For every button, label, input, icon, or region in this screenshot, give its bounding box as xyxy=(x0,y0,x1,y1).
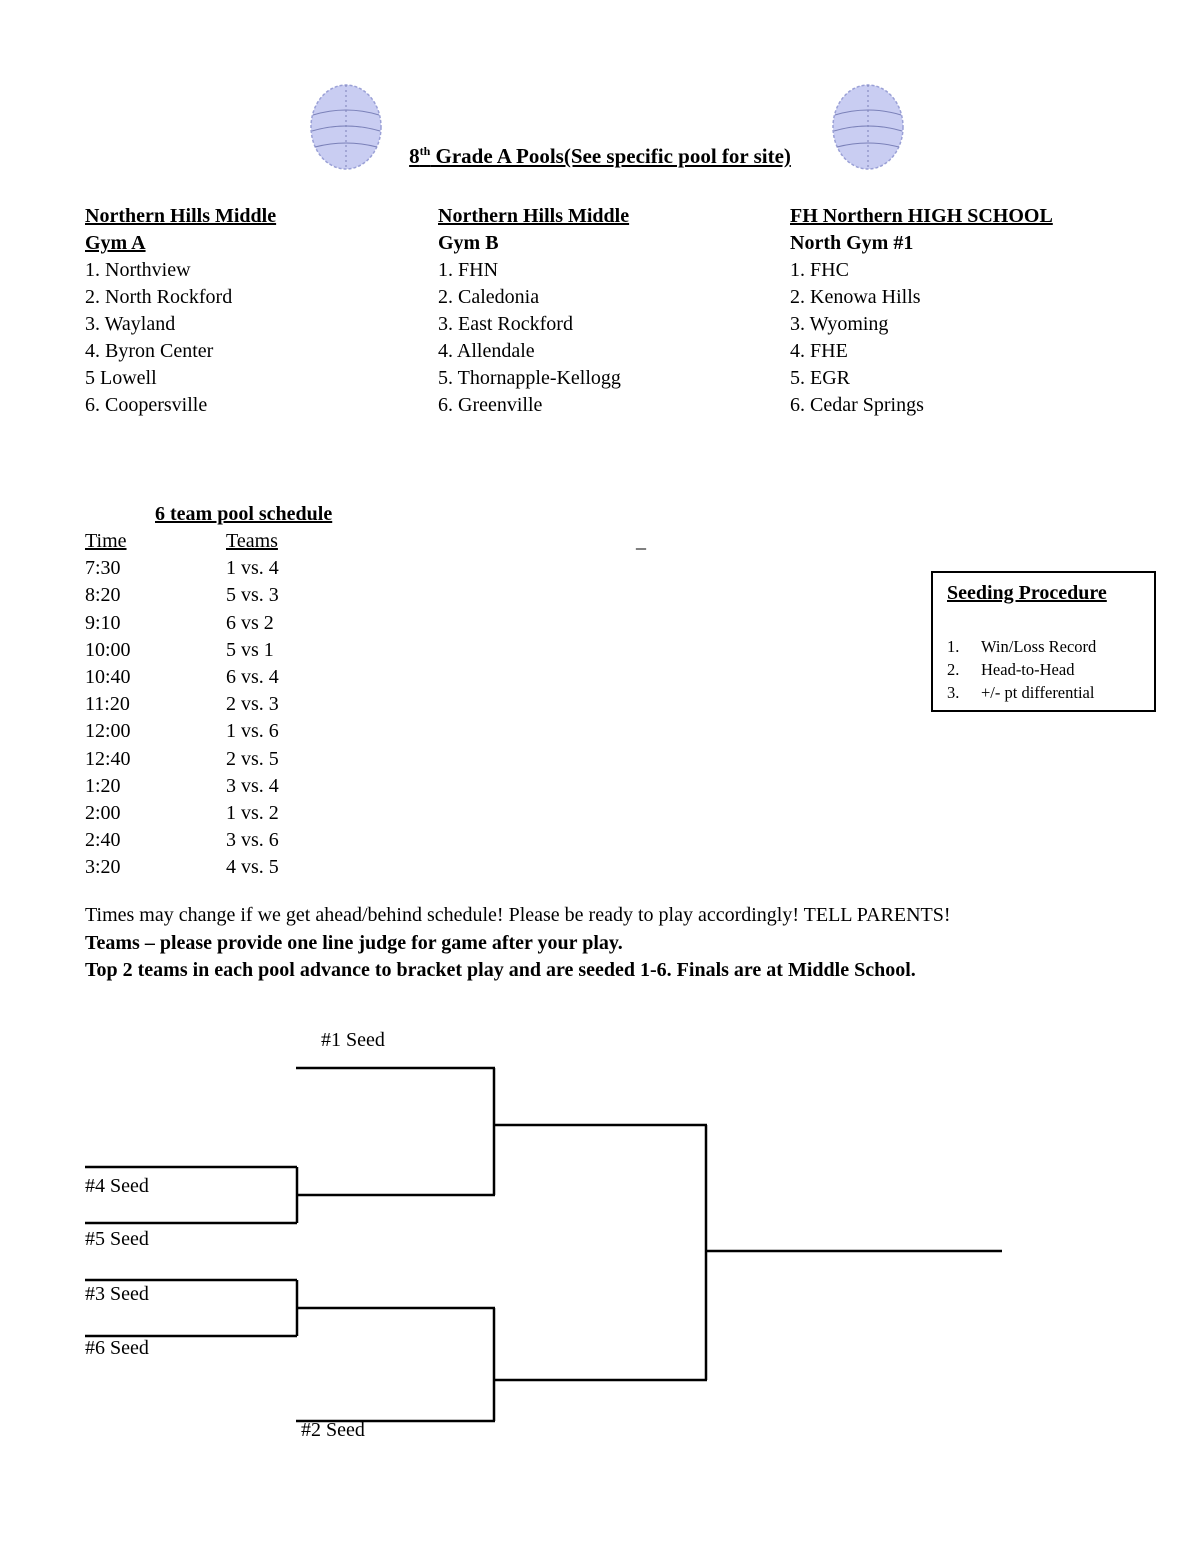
pool-team: 4. Byron Center xyxy=(85,340,214,362)
pool-team: 5 Lowell xyxy=(85,367,157,389)
schedule-row: 7:30 1 vs. 4 xyxy=(85,557,279,580)
pool-site: FH Northern HIGH SCHOOL xyxy=(790,205,1053,227)
seeding-title: Seeding Procedure xyxy=(947,582,1107,604)
bracket-seed-5: #5 Seed xyxy=(85,1228,149,1250)
pool-team: 2. Kenowa Hills xyxy=(790,286,921,308)
pool-team: 6. Coopersville xyxy=(85,394,208,416)
bracket-seed-3: #3 Seed xyxy=(85,1283,149,1305)
pool-team: 1. FHN xyxy=(438,259,499,281)
pool-team: 2. North Rockford xyxy=(85,286,233,308)
seeding-item: 2. Head-to-Head xyxy=(947,660,1075,679)
schedule-row: 12:40 2 vs. 5 xyxy=(85,747,279,770)
schedule-row: 12:00 1 vs. 6 xyxy=(85,720,279,743)
seeding-item: 3. +/- pt differential xyxy=(947,683,1095,702)
time-column-header: Time xyxy=(85,530,127,552)
pool-team: 2. Caledonia xyxy=(438,286,540,308)
pool-team: 3. Wyoming xyxy=(790,313,889,335)
bracket-seed-4: #4 Seed xyxy=(85,1175,149,1197)
pool-team: 3. East Rockford xyxy=(438,313,573,335)
note-line-judge: Teams – please provide one line judge for game after your play. xyxy=(85,931,623,954)
pool-gym: North Gym #1 xyxy=(790,232,914,254)
schedule-row: 10:40 6 vs. 4 xyxy=(85,666,279,689)
schedule-row: 9:10 6 vs 2 xyxy=(85,611,274,634)
bracket-seed-1: #1 Seed xyxy=(321,1029,385,1051)
schedule-row: 8:20 5 vs. 3 xyxy=(85,584,279,607)
schedule-row: 11:20 2 vs. 3 xyxy=(85,693,279,716)
schedule-row: 2:00 1 vs. 2 xyxy=(85,802,279,825)
note-schedule-change: Times may change if we get ahead/behind schedule! Please be ready to play accordingly! TELL PARENTS! xyxy=(85,904,951,926)
pool-team: 1. Northview xyxy=(85,259,191,281)
pool-team: 3. Wayland xyxy=(85,313,176,335)
schedule-title: 6 team pool schedule xyxy=(155,503,333,525)
schedule-row: 1:20 3 vs. 4 xyxy=(85,774,279,797)
pool-team: 4. FHE xyxy=(790,340,848,362)
note-advance: Top 2 teams in each pool advance to bracket play and are seeded 1-6. Finals are at Middle School. xyxy=(85,959,916,981)
bracket-seed-6: #6 Seed xyxy=(85,1337,149,1359)
page-title: 8th Grade A Pools(See specific pool for site) xyxy=(409,144,791,168)
pool-site: Northern Hills Middle xyxy=(438,205,630,227)
teams-column-header: Teams xyxy=(226,530,278,552)
seeding-item: 1. Win/Loss Record xyxy=(947,637,1097,656)
pool-team: 1. FHC xyxy=(790,259,849,281)
stray-mark: _ xyxy=(636,530,646,552)
pool-gym: Gym B xyxy=(438,232,499,254)
pool-site: Northern Hills Middle xyxy=(85,205,277,227)
pool-team: 6. Cedar Springs xyxy=(790,394,924,416)
pool-team: 5. EGR xyxy=(790,367,850,389)
pool-team: 6. Greenville xyxy=(438,394,543,416)
schedule-row: 3:20 4 vs. 5 xyxy=(85,856,279,879)
pool-gym: Gym A xyxy=(85,232,146,254)
schedule-row: 2:40 3 vs. 6 xyxy=(85,829,279,852)
pool-team: 4. Allendale xyxy=(438,340,535,362)
schedule-row: 10:00 5 vs 1 xyxy=(85,638,274,661)
bracket-seed-2: #2 Seed xyxy=(301,1419,365,1441)
pool-team: 5. Thornapple-Kellogg xyxy=(438,367,621,389)
